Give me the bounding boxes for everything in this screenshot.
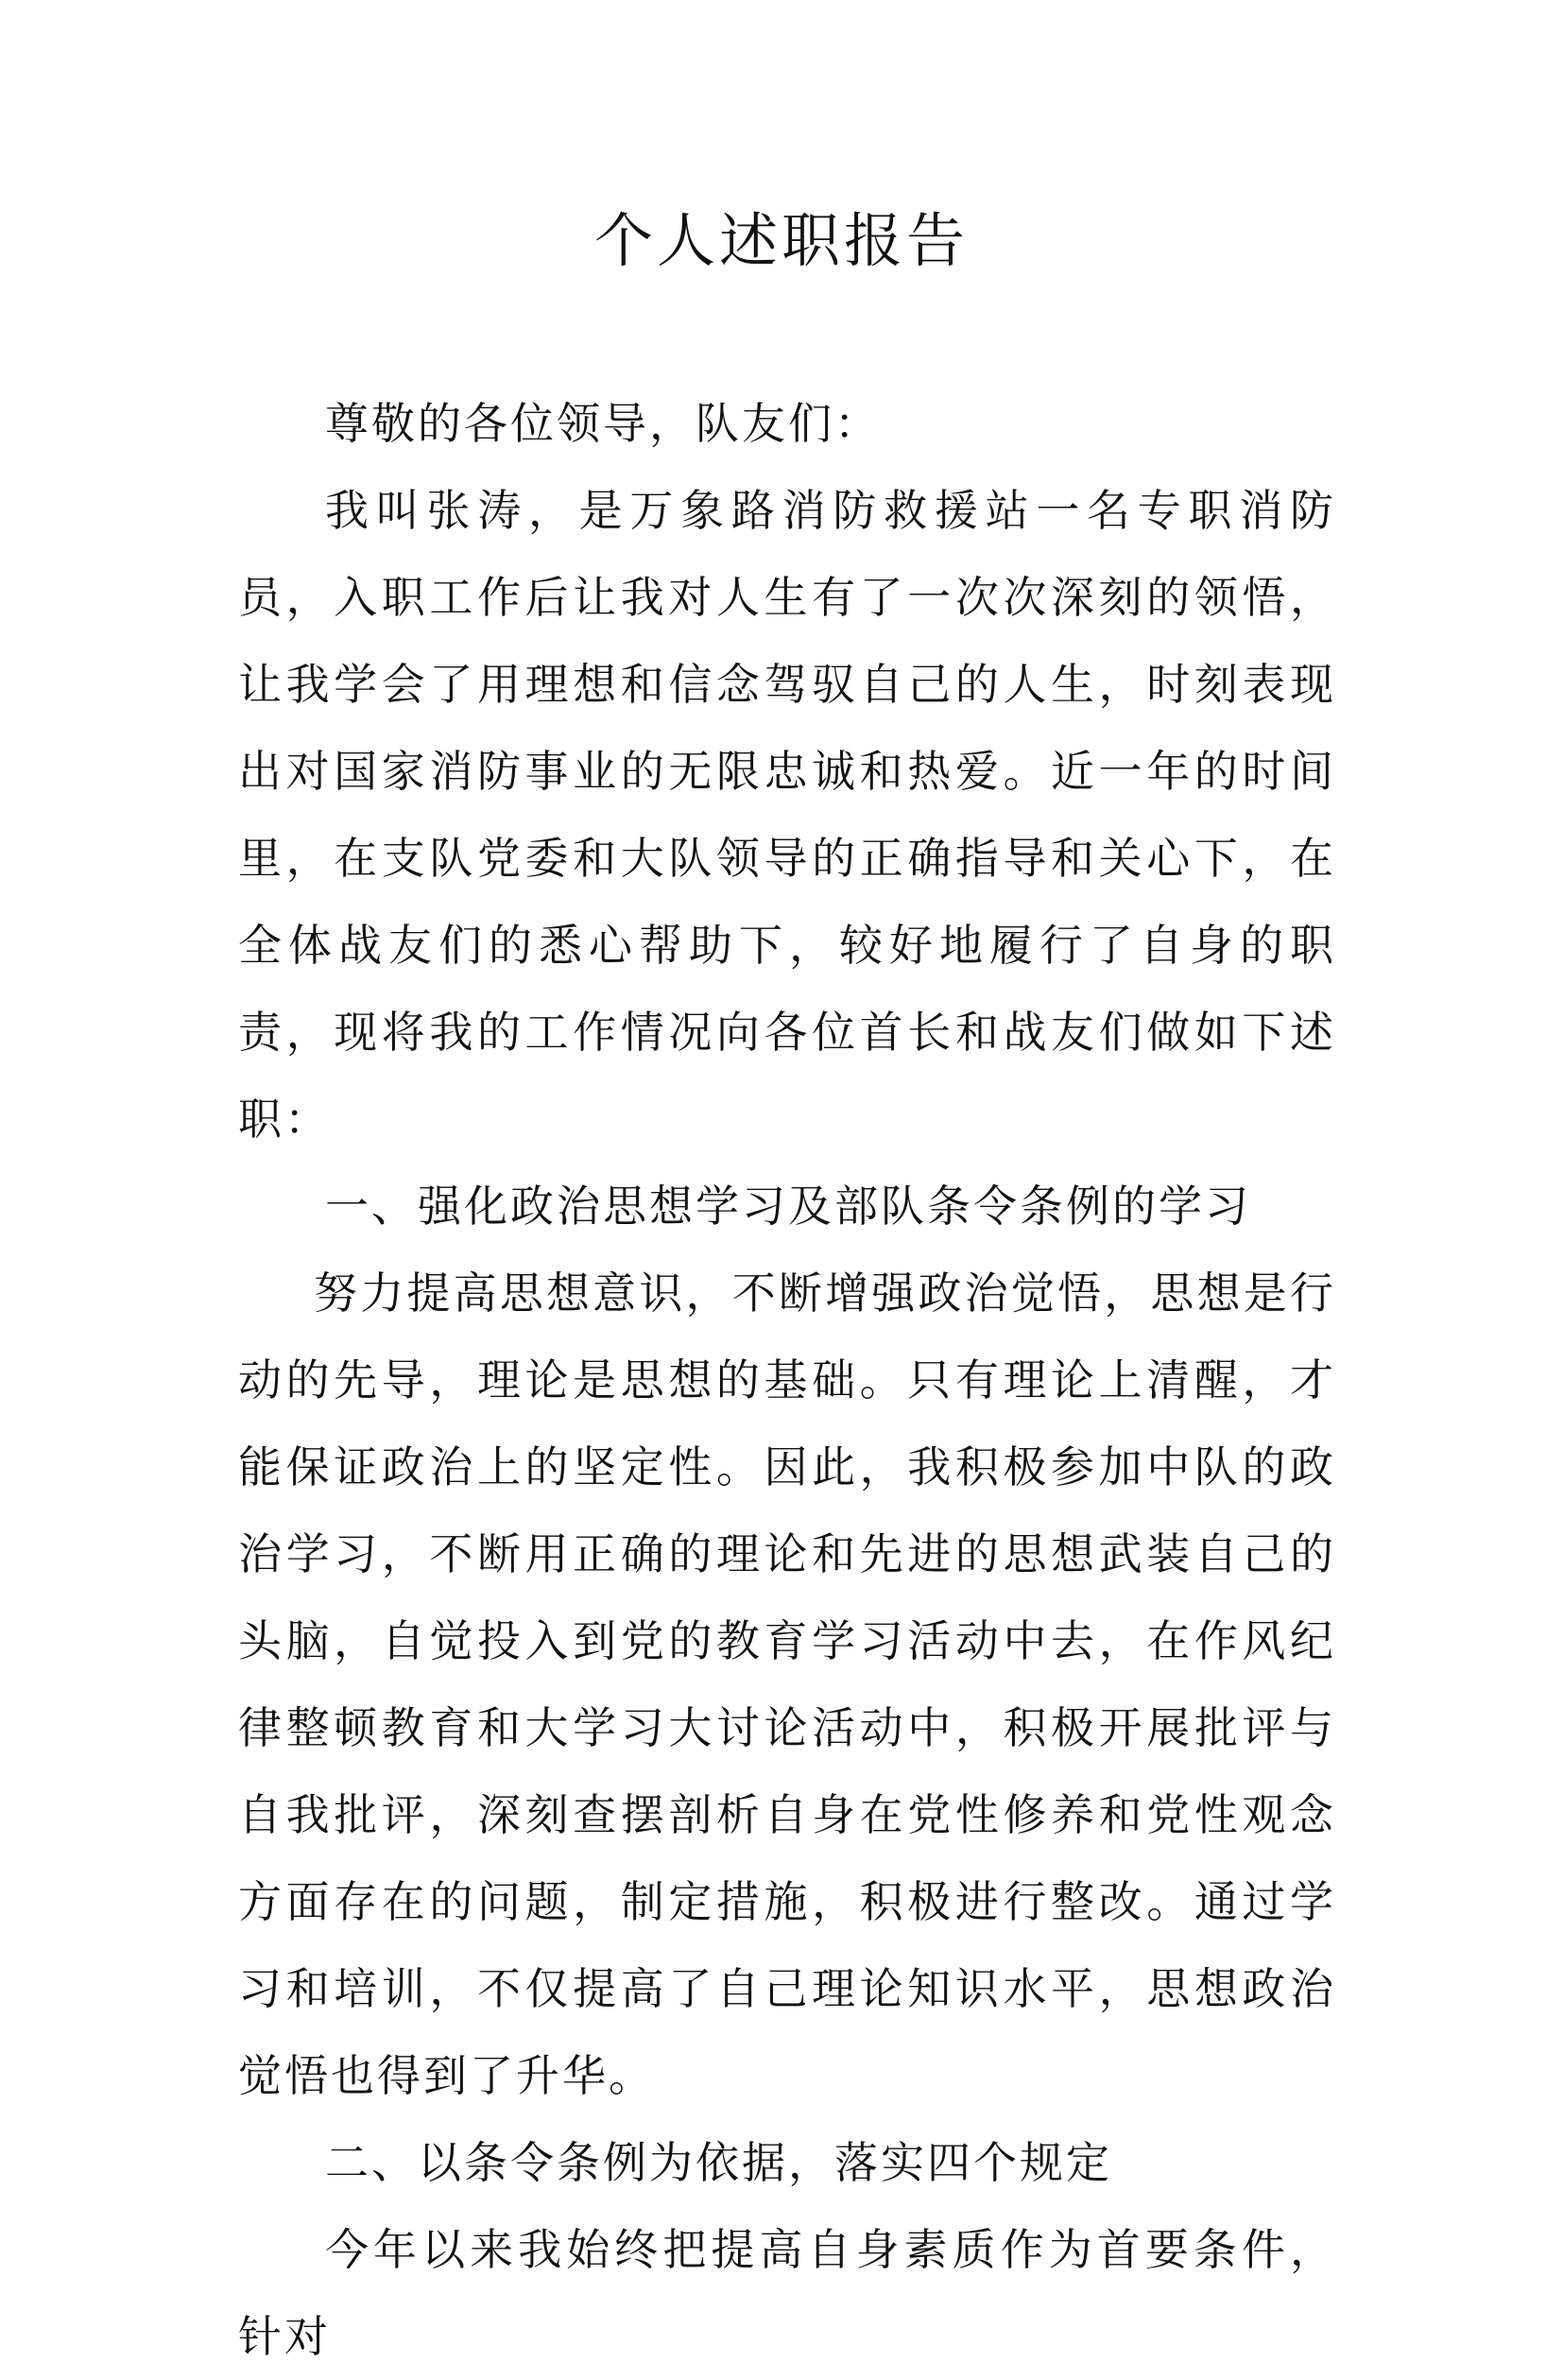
section-2-heading: 二、以条令条例为依据，落实四个规定 — [325, 2137, 1112, 2188]
intro-paragraph: 我叫张涛，是万象路消防救援站一名专职消防员，入职工作后让我对人生有了一次次深刻的领悟，让我学会了用理想和信念驾驭自己的人生，时刻表现出对国家消防事业的无限忠诚和热爱。近一年的时间里，在支队党委和大队领导的正确指导和关心下，在全体战友们的悉心帮助下，较好地履行了自身的职责，现将我的工作情况向各位首长和战友们做如下述职： — [238, 485, 1336, 1145]
section-2-paragraph: 今年以来我始终把提高自身素质作为首要条件，针对 — [238, 2224, 1336, 2362]
greeting-paragraph: 尊敬的各位领导，队友们： — [325, 398, 881, 449]
section-1-paragraph: 努力提高思想意识，不断增强政治觉悟，思想是行动的先导，理论是思想的基础。只有理论上清醒，才能保证政治上的坚定性。因此，我积极参加中队的政治学习，不断用正确的理论和先进的思想武装自己的头脑，自觉投入到党的教育学习活动中去，在作风纪律整顿教育和大学习大讨论活动中，积极开展批评与自我批评，深刻查摆剖析自身在党性修养和党性观念方面存在的问题，制定措施，积极进行整改。通过学习和培训，不仅提高了自己理论知识水平，思想政治觉悟也得到了升华。 — [238, 1268, 1336, 2101]
document-title: 个人述职报告 — [593, 206, 969, 275]
section-1-heading: 一、强化政治思想学习及部队条令条例的学习 — [325, 1181, 1251, 1232]
document-body — [238, 380, 1336, 2380]
